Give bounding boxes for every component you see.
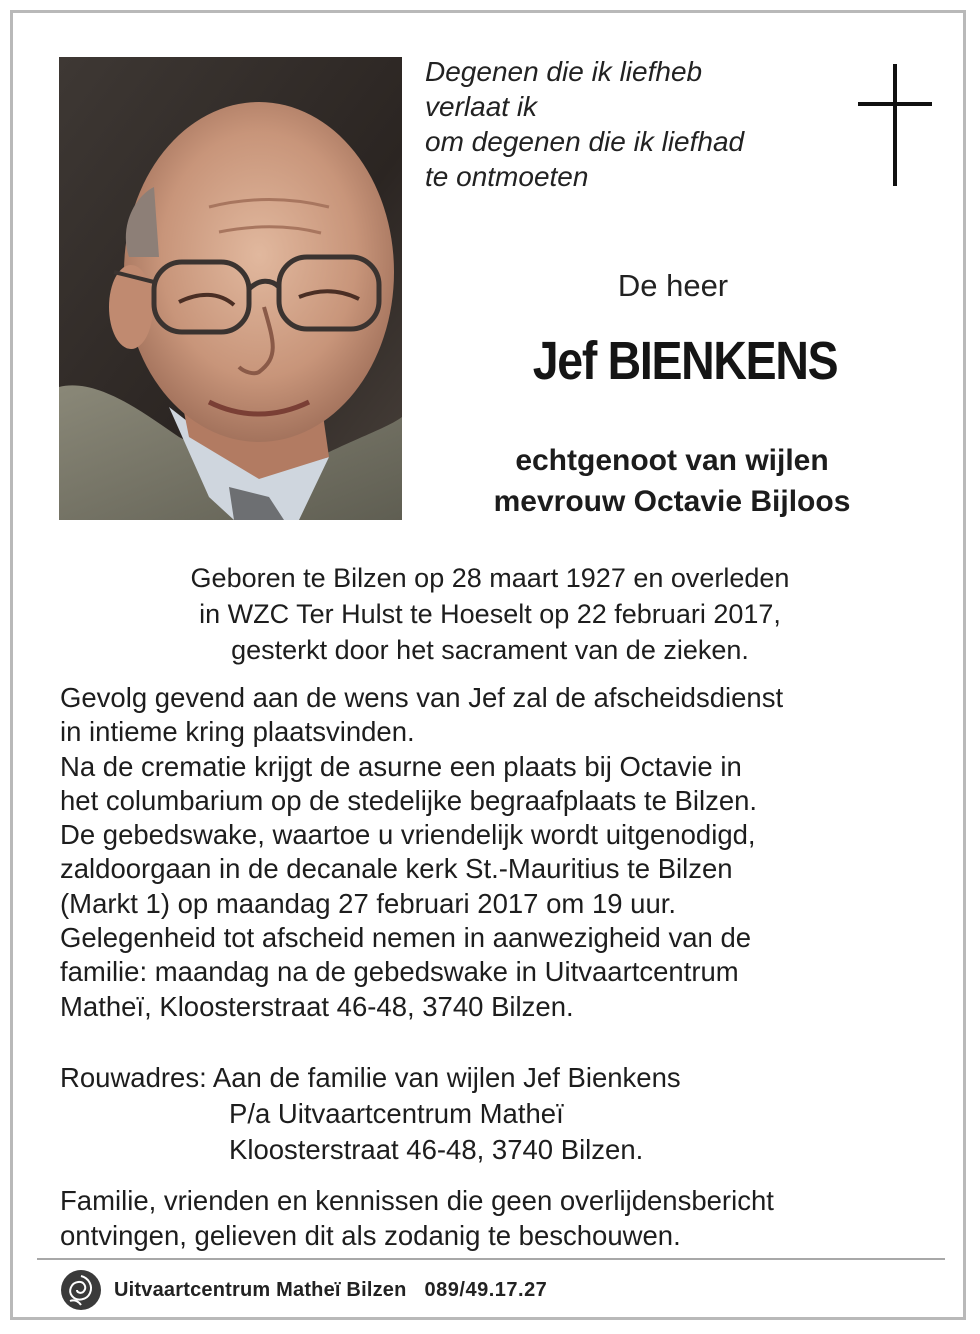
- notice-line: Familie, vrienden en kennissen die geen overlijdensbericht: [60, 1185, 774, 1216]
- details-line: familie: maandag na de gebedswake in Uitvaartcentrum: [60, 956, 739, 988]
- deceased-name: Jef BIENKENS: [532, 331, 838, 391]
- details-line: het columbarium op de stedelijke begraafplaats te Bilzen.: [60, 784, 758, 816]
- details-line: Na de crematie krijgt de asurne een plaats bij Octavie in: [60, 750, 742, 782]
- address-label: Rouwadres:: [60, 1062, 207, 1093]
- details-line: (Markt 1) op maandag 27 februari 2017 om 19 uur.: [60, 887, 677, 919]
- poem-line: verlaat ik: [425, 91, 538, 122]
- details-line: Gelegenheid tot afscheid nemen in aanwezigheid van de: [60, 922, 752, 954]
- birth-death-line: gesterkt door het sacrament van de zieken.: [231, 635, 749, 665]
- details-line: Gevolg gevend aan de wens van Jef zal de afscheidsdienst: [60, 682, 784, 713]
- notice-text: [60, 1183, 940, 1253]
- birth-death-details: [60, 560, 920, 668]
- cross-icon: [858, 64, 934, 186]
- details-line: in intieme kring plaatsvinden.: [60, 716, 415, 748]
- mourning-address: [60, 1060, 940, 1168]
- funeral-home-phone: 089/49.17.27: [424, 1278, 548, 1301]
- birth-death-line: in WZC Ter Hulst te Hoeselt op 22 februari 2017,: [199, 599, 781, 629]
- spouse-line: echtgenoot van wijlen: [515, 444, 829, 477]
- birth-death-line: Geboren te Bilzen op 28 maart 1927 en overleden: [190, 563, 790, 593]
- funeral-details: [60, 681, 940, 1024]
- notice-line: ontvingen, gelieven dit als zodanig te beschouwen.: [60, 1220, 681, 1251]
- poem-line: om degenen die ik liefhad: [425, 126, 745, 157]
- funeral-home-name: Uitvaartcentrum Matheï Bilzen: [114, 1278, 407, 1301]
- details-line: zaldoorgaan in de decanale kerk St.-Mauritius te Bilzen: [60, 853, 733, 885]
- poem-line: Degenen die ik liefheb: [425, 56, 703, 87]
- poem-line: te ontmoeten: [425, 161, 589, 192]
- spouse-info: [430, 440, 914, 522]
- address-row: [60, 1060, 940, 1096]
- honorific: De heer: [617, 268, 729, 303]
- spouse-line: mevrouw Octavie Bijloos: [493, 485, 851, 518]
- address-line: Aan de familie van wijlen Jef Bienkens: [212, 1062, 681, 1093]
- portrait-photo: [59, 57, 402, 520]
- address-line: Kloosterstraat 46-48, 3740 Bilzen.: [229, 1134, 644, 1165]
- portrait-illustration: [59, 57, 402, 520]
- rose-logo-icon: [60, 1269, 102, 1311]
- footer-divider: [37, 1258, 945, 1260]
- details-line: Matheï, Kloosterstraat 46-48, 3740 Bilzen.: [60, 990, 574, 1022]
- address-line: P/a Uitvaartcentrum Matheï: [229, 1098, 564, 1129]
- footer: [60, 1268, 547, 1312]
- details-line: De gebedswake, waartoe u vriendelijk wordt uitgenodigd,: [60, 819, 756, 851]
- memorial-poem: [425, 54, 845, 194]
